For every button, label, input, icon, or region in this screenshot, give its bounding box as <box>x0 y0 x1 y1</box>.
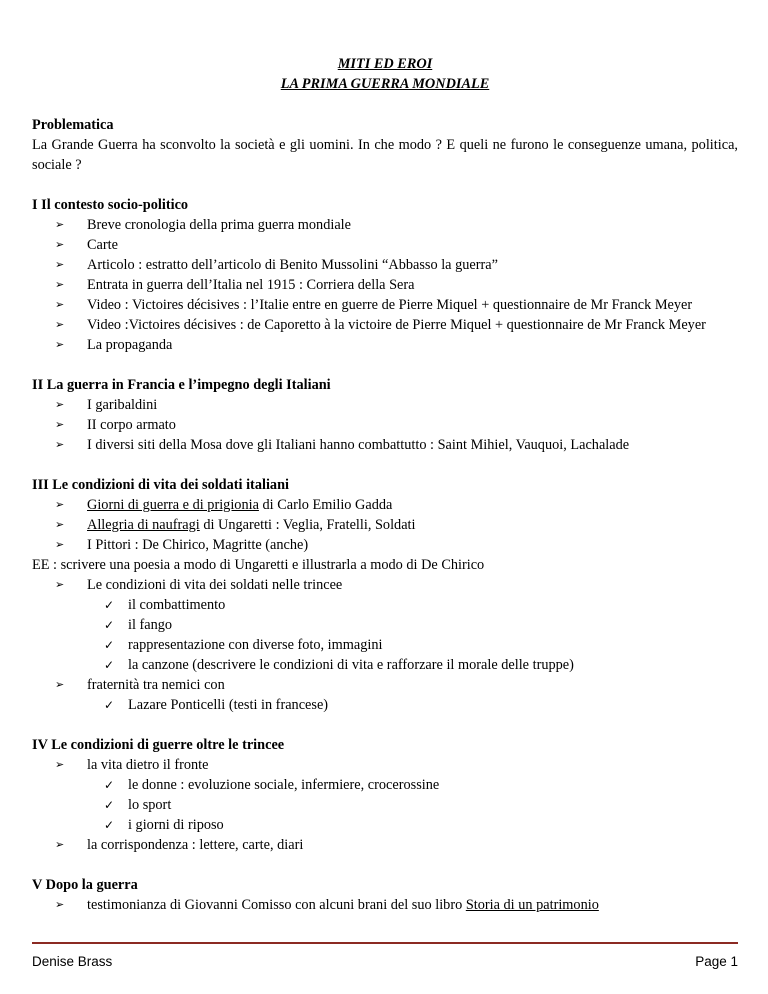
list-item: ➢ La propaganda <box>55 337 173 353</box>
section-heading: III Le condizioni di vita dei soldati italiani <box>32 477 289 493</box>
arrow-bullet-icon: ➢ <box>55 678 65 691</box>
arrow-bullet-icon: ➢ <box>55 898 65 911</box>
list-item: ➢ Video : Victoires décisives : l’Italie entre en guerre de Pierre Miquel + questionnaire de Mr Franck Meyer <box>55 297 693 313</box>
arrow-bullet-icon: ➢ <box>55 498 65 511</box>
check-bullet-icon: ✓ <box>104 698 115 712</box>
section-problematica <box>32 115 738 175</box>
sub-list-item: ✓ le donne : evoluzione sociale, infermiere, crocerossine <box>104 777 440 793</box>
paragraph: La Grande Guerra ha sconvolto la società e gli uomini. In che modo ? E queli ne furono le conseguenze umana, politica, sociale ? <box>32 137 738 173</box>
list-item: ➢ Video :Victoires décisives : de Caporetto à la victoire de Pierre Miquel + questionnaire de Mr Franck Meyer <box>55 317 706 333</box>
arrow-bullet-icon: ➢ <box>55 518 65 531</box>
page-number: Page 1 <box>695 954 738 969</box>
arrow-bullet-icon: ➢ <box>55 298 65 311</box>
arrow-bullet-icon: ➢ <box>55 578 65 591</box>
document-title <box>32 54 738 94</box>
check-bullet-icon: ✓ <box>104 778 115 792</box>
list-item: ➢ Carte <box>55 237 118 253</box>
list-item: ➢ Entrata in guerra dell’Italia nel 1915 : Corriera della Sera <box>55 277 415 293</box>
sub-list-item: ✓ il fango <box>104 617 173 633</box>
sub-list-item: ✓ Lazare Ponticelli (testi in francese) <box>104 697 329 713</box>
check-bullet-icon: ✓ <box>104 638 115 652</box>
section-heading: II La guerra in Francia e l’impegno degli Italiani <box>32 377 331 393</box>
arrow-bullet-icon: ➢ <box>55 398 65 411</box>
check-bullet-icon: ✓ <box>104 618 115 632</box>
title-line-1: MITI ED EROI <box>337 56 433 72</box>
check-bullet-icon: ✓ <box>104 818 115 832</box>
list-item: ➢ II corpo armato <box>55 417 176 433</box>
document-page <box>32 54 738 915</box>
arrow-bullet-icon: ➢ <box>55 758 65 771</box>
book-title: Allegria di naufragi <box>87 517 200 533</box>
sub-list-item: ✓ rappresentazione con diverse foto, immagini <box>104 637 383 653</box>
list-item: ➢ la vita dietro il fronte <box>55 757 209 773</box>
arrow-bullet-icon: ➢ <box>55 538 65 551</box>
list-item: ➢ la corrispondenza : lettere, carte, diari <box>55 837 304 853</box>
arrow-bullet-icon: ➢ <box>55 278 65 291</box>
arrow-bullet-icon: ➢ <box>55 318 65 331</box>
check-bullet-icon: ✓ <box>104 598 115 612</box>
section-3 <box>32 475 738 715</box>
sub-list-item: ✓ la canzone (descrivere le condizioni di vita e rafforzare il morale delle truppe) <box>104 657 574 673</box>
sub-list-item: ✓ lo sport <box>104 797 172 813</box>
book-title: Storia di un patrimonio <box>465 897 599 913</box>
sub-list-item: ✓ i giorni di riposo <box>104 817 224 833</box>
arrow-bullet-icon: ➢ <box>55 438 65 451</box>
arrow-bullet-icon: ➢ <box>55 258 65 271</box>
section-4 <box>32 735 738 855</box>
list-item: ➢ Articolo : estratto dell’articolo di Benito Mussolini “Abbasso la guerra” <box>55 257 498 273</box>
section-heading: Problematica <box>32 117 114 133</box>
exercise-note: EE : scrivere una poesia a modo di Ungaretti e illustrarla a modo di De Chirico <box>32 557 485 573</box>
list-item: ➢ I Pittori : De Chirico, Magritte (anche) <box>55 537 309 553</box>
list-item: ➢ Breve cronologia della prima guerra mondiale <box>55 217 351 233</box>
list-item: ➢ I garibaldini <box>55 397 158 413</box>
list-item: ➢ I diversi siti della Mosa dove gli Italiani hanno combattutto : Saint Mihiel, Vauquoi, Lachalade <box>55 437 630 453</box>
title-line-2: LA PRIMA GUERRA MONDIALE <box>280 76 490 92</box>
arrow-bullet-icon: ➢ <box>55 418 65 431</box>
list-item: ➢ Allegria di naufragi di Ungaretti : Veglia, Fratelli, Soldati <box>55 517 416 533</box>
list-item: ➢ Giorni di guerra e di prigionia di Carlo Emilio Gadda <box>55 497 393 513</box>
sub-list-item: ✓ il combattimento <box>104 597 226 613</box>
book-title: Giorni di guerra e di prigionia <box>87 497 259 513</box>
list-item: ➢ Le condizioni di vita dei soldati nelle trincee <box>55 577 343 593</box>
check-bullet-icon: ✓ <box>104 798 115 812</box>
list-item: ➢ testimonianza di Giovanni Comisso con alcuni brani del suo libro Storia di un patrimonio <box>55 897 599 913</box>
arrow-bullet-icon: ➢ <box>55 338 65 351</box>
section-heading: I Il contesto socio-politico <box>32 197 189 213</box>
section-5 <box>32 875 738 915</box>
section-1 <box>32 195 738 355</box>
section-heading: V Dopo la guerra <box>32 877 138 893</box>
footer-author: Denise Brass <box>32 954 113 969</box>
check-bullet-icon: ✓ <box>104 658 115 672</box>
arrow-bullet-icon: ➢ <box>55 838 65 851</box>
section-2 <box>32 375 738 455</box>
list-item: ➢ fraternità tra nemici con <box>55 677 225 693</box>
section-heading: IV Le condizioni di guerre oltre le trincee <box>32 737 285 753</box>
arrow-bullet-icon: ➢ <box>55 238 65 251</box>
arrow-bullet-icon: ➢ <box>55 218 65 231</box>
footer-rule <box>32 942 738 944</box>
